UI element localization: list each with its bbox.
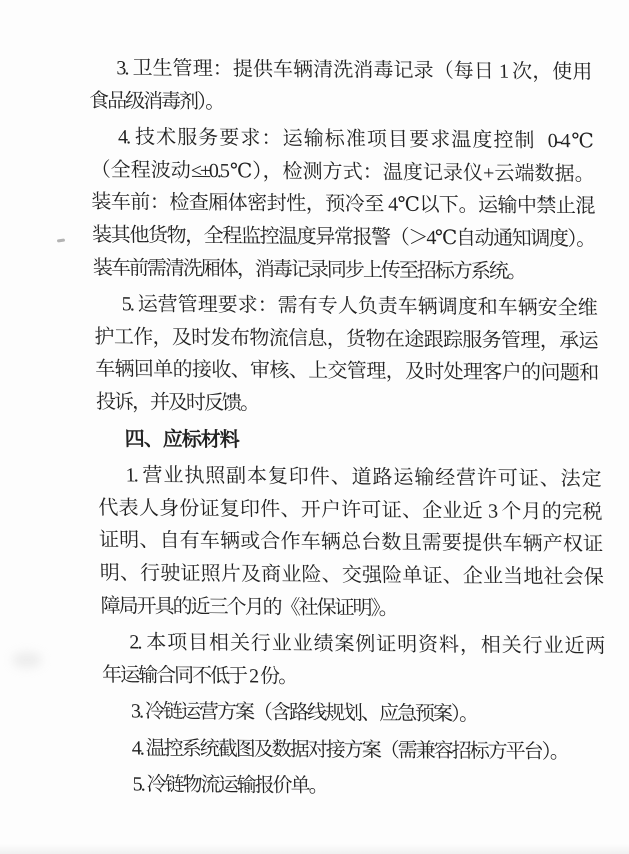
text-line: 证明、自有车辆或合作车辆总台数且需要提供车辆产权证 (98, 529, 602, 556)
document-content (88, 52, 607, 806)
text-line: 护工作，及时发布物流信息，货物在途跟踪服务管理，承运 (94, 325, 597, 353)
text-line: 食品级消毒剂）。 (88, 89, 224, 113)
text-line: 装车前：检查厢体密封性，预冷至 4℃以下。运输中禁止混 (91, 191, 594, 218)
paragraph (97, 459, 603, 626)
scan-edge-shadow (0, 844, 629, 854)
text-line: 车辆回单的接收、审核、上交管理，及时处理客户的问题和 (94, 358, 598, 385)
text-line: 四、应标材料 (124, 427, 240, 451)
text-line: 代表人身份证复印件、开户许可证、企业近 3 个月的完税 (98, 496, 601, 524)
text-line: 装车前需清洗厢体，消毒记录同步上传至招标方系统。 (92, 256, 526, 283)
paragraph (93, 288, 598, 423)
text-line: 4. 技术服务要求：运输标准项目要求温度控制 0-4℃ (117, 126, 593, 153)
paragraph (103, 695, 606, 732)
paragraph (104, 769, 607, 806)
text-line: （全程波动≤±0.5℃），检测方式：温度记录仪+云端数据。 (90, 158, 593, 186)
text-line: 3. 卫生管理：提供车辆清洗消毒记录（每日 1 次，使用 (116, 57, 591, 84)
paragraph (90, 121, 596, 288)
text-line: 5. 运营管理要求：需有专人负责车辆调度和车辆安全维 (121, 293, 596, 320)
text-line: 投诉，并及时反馈。 (95, 391, 259, 415)
text-line: 明、行驶证照片及商业险、交强险单证、企业当地社会保 (99, 562, 603, 589)
paragraph (88, 52, 591, 122)
text-line: 年运输合同不低于 2 份。 (101, 663, 297, 688)
section-heading (96, 423, 599, 460)
text-line: 3. 冷链运营方案（含路线规划、应急预案）。 (130, 700, 478, 726)
text-line: 装其他货物，全程监控温度异常报警（＞4℃自动通知调度）。 (91, 224, 595, 251)
scan-smudge (12, 652, 42, 668)
text-line: 4. 温控系统截图及数据对接方案（需兼容招标方平台）。 (131, 737, 569, 764)
paragraph (101, 626, 604, 696)
text-line: 1. 营业执照副本复印件、道路运输经营许可证、法定 (125, 464, 600, 491)
paragraph (103, 732, 606, 769)
text-line: 5. 冷链物流运输报价单。 (132, 773, 327, 798)
scan-speck (57, 238, 65, 242)
text-line: 障局开具的近三个月的《社保证明》。 (100, 594, 397, 620)
text-line: 2. 本项目相关行业业绩案例证明资料，相关行业近两 (129, 631, 604, 658)
